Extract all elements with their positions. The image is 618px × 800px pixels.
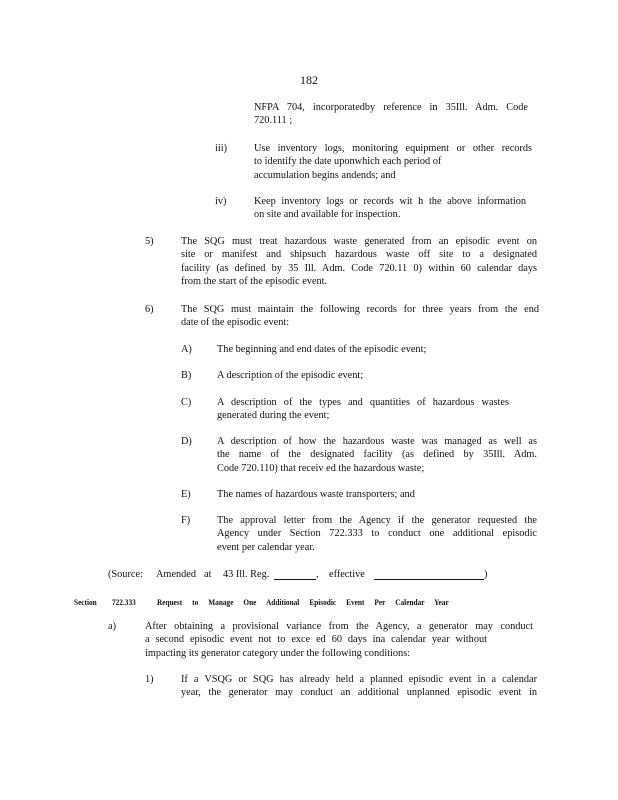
item-6-marker: 6) (145, 304, 154, 315)
text-line: Use inventory logs, monitoring equipment or other records (254, 143, 532, 154)
item-C-marker: C) (181, 397, 192, 408)
item-B-marker: B) (181, 370, 192, 381)
section-number: 722.333 (112, 597, 136, 607)
text-line: impacting its generator category under the following conditions: (145, 647, 411, 659)
text-line: site or manifest and shipsuch hazardous waste off site to a designated (181, 249, 537, 261)
source-reg: 43 Ill. Reg. (223, 569, 270, 580)
section-title: Request to Manage One Additional Episodic Event Per Calendar Year (157, 597, 449, 607)
text-line: The approval letter from the Agency if the generator requested the (217, 515, 537, 526)
item-iii-text (254, 142, 532, 182)
text-line: event per calendar year. (217, 541, 315, 553)
item-B-text (217, 369, 363, 382)
source-close: ) (484, 569, 488, 580)
item-iv-marker: iv) (215, 196, 227, 207)
text-line: A description of the types and quantities of hazardous wastes (217, 397, 509, 408)
item-1-marker: 1) (145, 674, 154, 685)
text-line: Keep inventory logs or records wit h the above information (254, 196, 526, 207)
item-A-marker: A) (181, 344, 192, 355)
text-line: Agency under Section 722.333 to conduct one additional episodic (217, 528, 537, 540)
register-blank-line (274, 579, 316, 580)
item-D-text (217, 435, 537, 475)
text-line: facility (as defined by 35 Ill. Adm. Code 720.11 0) within 60 calendar days (181, 262, 537, 274)
text-line: to identify the date uponwhich each period of (254, 156, 442, 168)
text-line: date of the episodic event: (181, 317, 290, 329)
item-iii-marker: iii) (215, 143, 228, 154)
text-line: The SQG must maintain the following records for three years from the end (181, 304, 539, 315)
text-line: The names of hazardous waste transporters; and (217, 489, 415, 500)
text-line: The beginning and end dates of the episodic event; (217, 344, 427, 355)
text-line: A description of the episodic event; (217, 370, 364, 381)
item-5-text (181, 235, 537, 288)
text-line: Code 720.110) that receiv ed the hazardous waste; (217, 462, 425, 474)
text-line: a second episodic event not to exce ed 60 days ina calendar year without (145, 634, 487, 646)
paragraph-a-marker: a) (108, 621, 116, 632)
effective-date-blank-line (374, 579, 484, 580)
paragraph-a-text (145, 620, 533, 660)
source-at: at (204, 569, 212, 580)
item-F-marker: F) (181, 515, 191, 526)
item-A-text (217, 343, 426, 356)
source-comma: , (316, 569, 319, 580)
item-1-text (181, 673, 537, 700)
item-C-text (217, 396, 509, 423)
item-5-marker: 5) (145, 236, 154, 247)
source-effective: effective (329, 569, 365, 580)
item-E-text (217, 488, 415, 501)
section-label: Section (74, 597, 97, 607)
page-number: 182 (300, 73, 318, 87)
item-D-marker: D) (181, 436, 192, 447)
source-amended: Amended (156, 569, 197, 580)
text-line: NFPA 704, incorporatedby reference in 35Ill. Adm. Code (254, 102, 528, 113)
text-line: generated during the event; (217, 410, 330, 422)
text-line: from the start of the episodic event. (181, 275, 328, 287)
text-line: The SQG must treat hazardous waste generated from an episodic event on (181, 236, 537, 247)
item-6-text (181, 303, 539, 330)
item-iv-text (254, 195, 526, 222)
source-open: (Source: (108, 569, 143, 580)
text-line: 720.111 ; (254, 115, 293, 127)
nfpa-reference-text (254, 101, 528, 128)
text-line: If a VSQG or SQG has already held a planned episodic event in a calendar (181, 674, 537, 685)
text-line: After obtaining a provisional variance from the Agency, a generator may conduct (145, 621, 533, 632)
text-line: the name of the designated facility (as defined by 35Ill. Adm. (217, 449, 537, 461)
text-line: A description of how the hazardous waste was managed as well as (217, 436, 537, 447)
text-line: on site and available for inspection. (254, 209, 401, 221)
item-F-text (217, 514, 537, 554)
text-line: year, the generator may conduct an additional unplanned episodic event in (181, 687, 537, 699)
item-E-marker: E) (181, 489, 191, 500)
text-line: accumulation begins andends; and (254, 169, 396, 181)
